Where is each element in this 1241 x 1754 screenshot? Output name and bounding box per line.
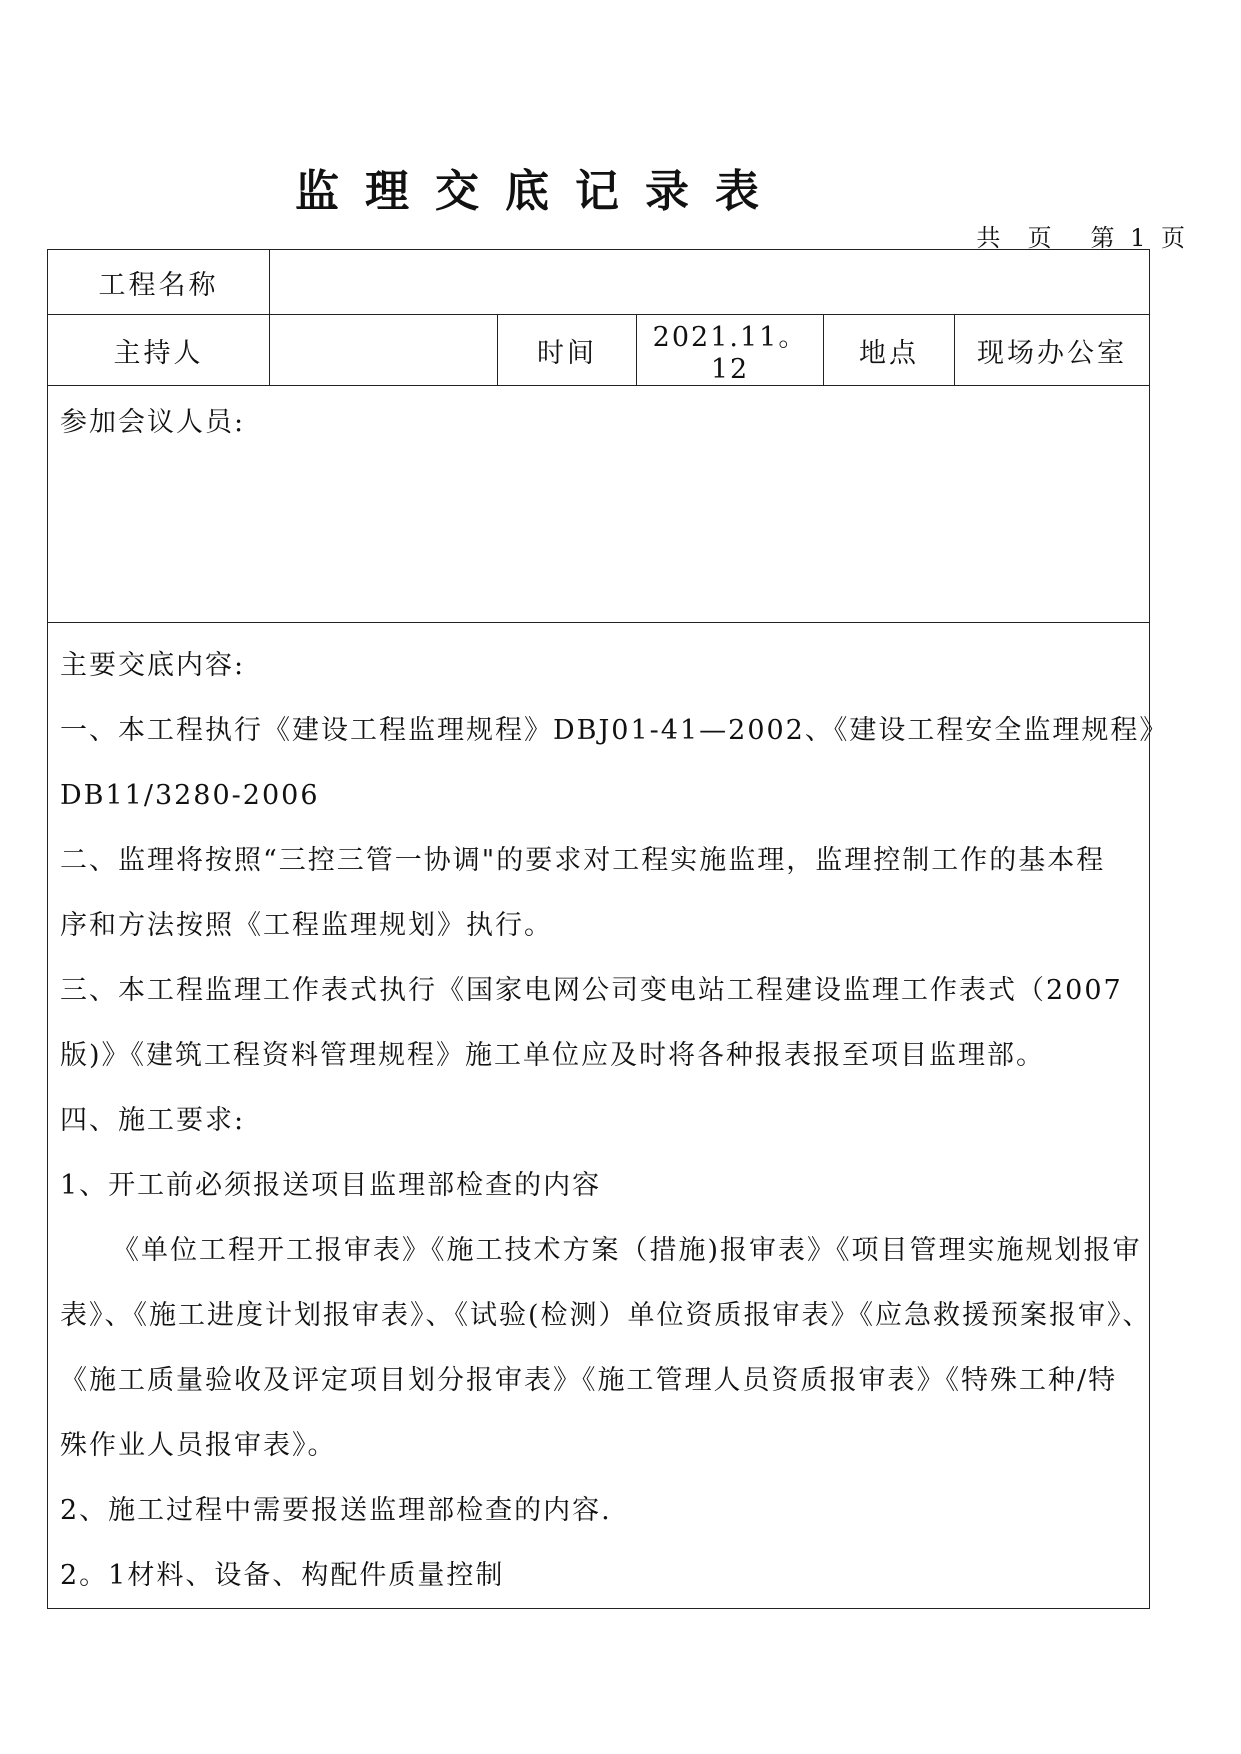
attendees-label: 参加会议人员: <box>60 407 246 438</box>
host-value <box>270 315 498 386</box>
briefing-record-form <box>47 249 1169 1609</box>
attendees-cell <box>48 386 1150 623</box>
content-line: 序和方法按照《工程监理规划》执行。 <box>60 910 553 941</box>
content-line: 《单位工程开工报审表》《施工技术方案（措施)报审表》《项目管理实施规划报审 <box>112 1235 1142 1266</box>
project-name-value <box>270 250 1150 315</box>
content-line: 2、施工过程中需要报送监理部检查的内容. <box>60 1495 612 1526</box>
time-value: 2021.11。12 <box>637 315 824 386</box>
host-label: 主持人 <box>48 315 270 386</box>
content-line: 《施工质量验收及评定项目划分报审表》《施工管理人员资质报审表》《特殊工种/特 <box>60 1365 1118 1396</box>
document-title: 监理交底记录表 <box>295 166 785 217</box>
content-line: 四、施工要求: <box>60 1105 246 1136</box>
page-total-label: 共 页 <box>976 224 1056 252</box>
project-name-label: 工程名称 <box>48 250 270 315</box>
content-line: 二、监理将按照“三控三管一协调"的要求对工程实施监理，监理控制工作的基本程 <box>60 845 1106 876</box>
location-value: 现场办公室 <box>955 315 1150 386</box>
time-label: 时间 <box>498 315 637 386</box>
content-line: DB11/3280-2006 <box>60 780 320 811</box>
content-line: 殊作业人员报审表》。 <box>60 1430 337 1461</box>
content-line: 2。1材料、设备、构配件质量控制 <box>60 1560 505 1591</box>
content-line: 版)》《建筑工程资料管理规程》施工单位应及时将各种报表报至项目监理部。 <box>60 1040 1046 1071</box>
content-heading: 主要交底内容: <box>60 650 246 681</box>
page-counter <box>976 218 1189 253</box>
page-current-label: 第 1 页 <box>1090 224 1189 252</box>
location-label: 地点 <box>824 315 955 386</box>
host-row <box>48 315 1150 386</box>
content-line: 表》、《施工进度计划报审表》、《试验(检测）单位资质报审表》《应急救援预案报审》、 <box>60 1300 1152 1331</box>
content-row <box>48 623 1150 1609</box>
project-name-row <box>48 250 1150 315</box>
content-line: 三、本工程监理工作表式执行《国家电网公司变电站工程建设监理工作表式（2007 <box>60 975 1123 1006</box>
content-line: 一、本工程执行《建设工程监理规程》DBJ01-41—2002、《建设工程安全监理规程》 <box>60 715 1169 746</box>
content-line: 1、开工前必须报送项目监理部检查的内容 <box>60 1170 602 1201</box>
briefing-content-cell <box>48 623 1169 1609</box>
attendees-row <box>48 386 1150 623</box>
